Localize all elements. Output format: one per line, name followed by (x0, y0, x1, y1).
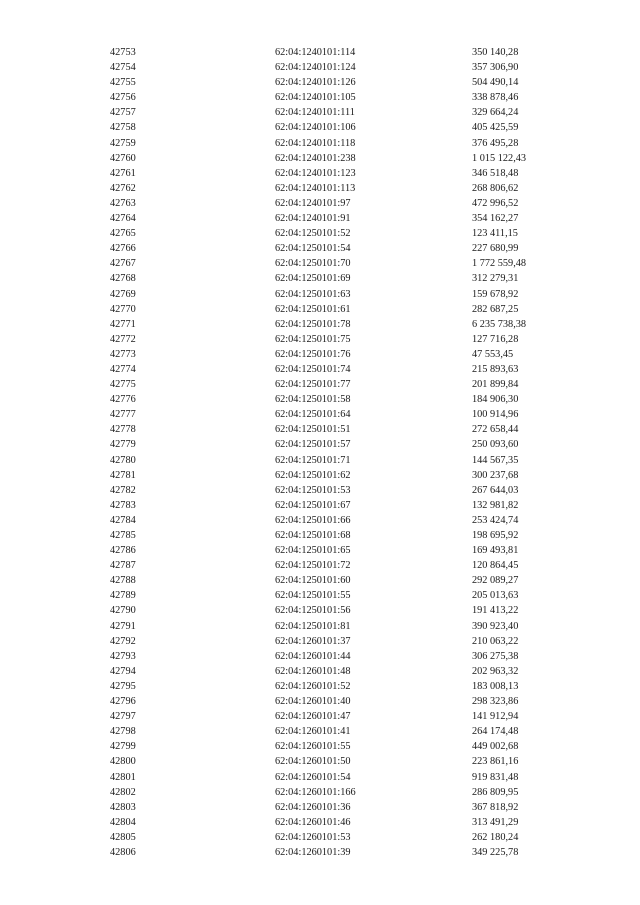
row-number: 42785 (110, 530, 136, 541)
table-row (0, 709, 640, 724)
cadastral-number: 62:04:1250101:76 (275, 348, 351, 360)
table-row (0, 634, 640, 649)
cadastral-number: 62:04:1250101:57 (275, 439, 351, 451)
cadastral-value: 300 237,68 (472, 469, 519, 481)
cadastral-number: 62:04:1250101:53 (275, 484, 351, 496)
row-number: 42773 (110, 348, 136, 360)
table-row (0, 800, 640, 815)
table-row (0, 332, 640, 347)
cadastral-value: 215 893,63 (472, 363, 519, 375)
cadastral-number: 62:04:1250101:71 (275, 454, 351, 466)
table-row (0, 407, 640, 422)
row-number: 42793 (110, 650, 136, 662)
table-row (0, 45, 640, 60)
cadastral-number: 62:04:1240101:97 (275, 197, 351, 209)
row-number: 42802 (110, 786, 136, 798)
row-number: 42755 (110, 77, 136, 89)
row-number: 42770 (110, 303, 136, 315)
cadastral-number: 62:04:1250101:74 (275, 363, 351, 375)
cadastral-number: 62:04:1250101:60 (275, 575, 351, 587)
cadastral-number: 62:04:1250101:51 (275, 424, 351, 436)
cadastral-number: 62:04:1260101:36 (275, 801, 351, 813)
cadastral-value: 100 914,96 (472, 409, 519, 421)
row-number: 42754 (110, 62, 136, 74)
table-row (0, 603, 640, 618)
table-row (0, 649, 640, 664)
row-number: 42790 (110, 605, 136, 617)
row-number: 42787 (110, 560, 136, 572)
cadastral-number: 62:04:1250101:54 (275, 243, 351, 255)
row-number: 42800 (110, 756, 136, 768)
cadastral-number: 62:04:1240101:91 (275, 213, 351, 225)
row-number: 42794 (110, 665, 136, 677)
cadastral-value: 292 089,27 (472, 575, 519, 587)
cadastral-number: 62:04:1250101:75 (275, 333, 351, 345)
table-row (0, 392, 640, 407)
cadastral-value: 262 180,24 (472, 831, 519, 843)
cadastral-number: 62:04:1250101:64 (275, 409, 351, 421)
row-number: 42761 (110, 167, 136, 179)
table-row (0, 151, 640, 166)
cadastral-number: 62:04:1240101:126 (275, 77, 356, 89)
row-number: 42757 (110, 107, 136, 119)
cadastral-value: 127 716,28 (472, 333, 519, 345)
table-row (0, 468, 640, 483)
table-row (0, 166, 640, 181)
cadastral-value: 349 225,78 (472, 846, 519, 858)
table-row (0, 573, 640, 588)
row-number: 42783 (110, 499, 136, 511)
table-row (0, 377, 640, 392)
cadastral-number: 62:04:1240101:124 (275, 62, 356, 74)
cadastral-value: 183 008,13 (472, 680, 519, 692)
row-number: 42762 (110, 182, 136, 194)
cadastral-value: 449 002,68 (472, 741, 519, 753)
table-row (0, 75, 640, 90)
row-number: 42768 (110, 273, 136, 285)
cadastral-number: 62:04:1260101:53 (275, 831, 351, 843)
row-number: 42801 (110, 771, 136, 783)
cadastral-value: 144 567,35 (472, 454, 519, 466)
cadastral-value: 268 806,62 (472, 182, 519, 194)
table-row (0, 347, 640, 362)
cadastral-number: 62:04:1260101:54 (275, 771, 351, 783)
cadastral-number: 62:04:1250101:67 (275, 499, 351, 511)
table-row (0, 422, 640, 437)
cadastral-value: 306 275,38 (472, 650, 519, 662)
cadastral-number: 62:04:1240101:105 (275, 92, 356, 104)
cadastral-number: 62:04:1260101:48 (275, 665, 351, 677)
row-number: 42759 (110, 137, 136, 149)
cadastral-value: 250 093,60 (472, 439, 519, 451)
row-number: 42781 (110, 469, 136, 481)
row-number: 42772 (110, 333, 136, 345)
table-row (0, 317, 640, 332)
cadastral-value: 272 658,44 (472, 424, 519, 436)
row-number: 42805 (110, 831, 136, 843)
cadastral-value: 159 678,92 (472, 288, 519, 300)
table-row (0, 302, 640, 317)
cadastral-number: 62:04:1250101:81 (275, 620, 351, 632)
cadastral-value: 367 818,92 (472, 801, 519, 813)
table-row (0, 815, 640, 830)
cadastral-value: 169 493,81 (472, 545, 519, 557)
table-row (0, 588, 640, 603)
table-row (0, 679, 640, 694)
table-row (0, 60, 640, 75)
cadastral-number: 62:04:1260101:50 (275, 756, 351, 768)
cadastral-number: 62:04:1250101:52 (275, 228, 351, 240)
cadastral-number: 62:04:1250101:61 (275, 303, 351, 315)
row-number: 42764 (110, 213, 136, 225)
cadastral-value: 357 306,90 (472, 62, 519, 74)
cadastral-number: 62:04:1240101:238 (275, 152, 356, 164)
table-row (0, 181, 640, 196)
cadastral-number: 62:04:1260101:39 (275, 846, 351, 858)
table-row (0, 271, 640, 286)
cadastral-value: 312 279,31 (472, 273, 519, 285)
cadastral-number: 62:04:1260101:41 (275, 726, 351, 738)
table-row (0, 513, 640, 528)
row-number: 42753 (110, 47, 136, 58)
table-row (0, 739, 640, 754)
cadastral-value: 227 680,99 (472, 243, 519, 255)
cadastral-value: 504 490,14 (472, 77, 519, 89)
cadastral-number: 62:04:1250101:69 (275, 273, 351, 285)
table-row (0, 136, 640, 151)
cadastral-value: 472 996,52 (472, 197, 519, 209)
table-row (0, 256, 640, 271)
row-number: 42782 (110, 484, 136, 496)
cadastral-number: 62:04:1240101:113 (275, 182, 356, 194)
cadastral-value: 390 923,40 (472, 620, 519, 632)
row-number: 42797 (110, 711, 136, 723)
cadastral-number: 62:04:1260101:40 (275, 696, 351, 708)
table-row (0, 90, 640, 105)
cadastral-number: 62:04:1240101:114 (275, 47, 356, 58)
cadastral-value: 346 518,48 (472, 167, 519, 179)
row-number: 42780 (110, 454, 136, 466)
cadastral-value: 47 553,45 (472, 348, 514, 360)
cadastral-number: 62:04:1250101:66 (275, 514, 351, 526)
cadastral-value: 282 687,25 (472, 303, 519, 315)
cadastral-number: 62:04:1240101:118 (275, 137, 356, 149)
row-number: 42766 (110, 243, 136, 255)
cadastral-number: 62:04:1250101:63 (275, 288, 351, 300)
table-row (0, 845, 640, 860)
cadastral-number: 62:04:1250101:78 (275, 318, 351, 330)
row-number: 42774 (110, 363, 136, 375)
row-number: 42795 (110, 680, 136, 692)
row-number: 42799 (110, 741, 136, 753)
row-number: 42788 (110, 575, 136, 587)
cadastral-number: 62:04:1250101:56 (275, 605, 351, 617)
cadastral-number: 62:04:1250101:65 (275, 545, 351, 557)
cadastral-number: 62:04:1260101:52 (275, 680, 351, 692)
cadastral-value: 253 424,74 (472, 514, 519, 526)
cadastral-number: 62:04:1250101:55 (275, 590, 351, 602)
cadastral-value: 354 162,27 (472, 213, 519, 225)
cadastral-number: 62:04:1240101:123 (275, 167, 356, 179)
cadastral-value: 376 495,28 (472, 137, 519, 149)
row-number: 42803 (110, 801, 136, 813)
cadastral-number: 62:04:1260101:55 (275, 741, 351, 753)
row-number: 42767 (110, 258, 136, 270)
row-number: 42756 (110, 92, 136, 104)
row-number: 42784 (110, 514, 136, 526)
cadastral-value: 191 413,22 (472, 605, 519, 617)
row-number: 42786 (110, 545, 136, 557)
row-number: 42804 (110, 816, 136, 828)
row-number: 42779 (110, 439, 136, 451)
cadastral-value: 6 235 738,38 (472, 318, 527, 330)
table-row (0, 437, 640, 452)
row-number: 42763 (110, 197, 136, 209)
cadastral-value: 205 013,63 (472, 590, 519, 602)
table-row (0, 830, 640, 845)
cadastral-value: 313 491,29 (472, 816, 519, 828)
cadastral-number: 62:04:1250101:68 (275, 530, 351, 541)
table-row (0, 498, 640, 513)
row-number: 42776 (110, 394, 136, 406)
cadastral-number: 62:04:1260101:47 (275, 711, 351, 723)
cadastral-value: 286 809,95 (472, 786, 519, 798)
table-row (0, 226, 640, 241)
cadastral-value: 298 323,86 (472, 696, 519, 708)
table-row (0, 241, 640, 256)
cadastral-number: 62:04:1260101:166 (275, 786, 356, 798)
cadastral-value: 1 772 559,48 (472, 258, 527, 270)
table-row (0, 105, 640, 120)
table-row (0, 120, 640, 135)
cadastral-value: 184 906,30 (472, 394, 519, 406)
cadastral-value: 338 878,46 (472, 92, 519, 104)
cadastral-value: 123 411,15 (472, 228, 518, 240)
cadastral-number: 62:04:1250101:62 (275, 469, 351, 481)
table-row (0, 724, 640, 739)
row-number: 42778 (110, 424, 136, 436)
cadastral-value: 267 644,03 (472, 484, 519, 496)
cadastral-value: 405 425,59 (472, 122, 519, 134)
table-row (0, 453, 640, 468)
row-number: 42765 (110, 228, 136, 240)
cadastral-value: 329 664,24 (472, 107, 519, 119)
row-number: 42758 (110, 122, 136, 134)
cadastral-value: 210 063,22 (472, 635, 519, 647)
row-number: 42791 (110, 620, 136, 632)
table-row (0, 619, 640, 634)
cadastral-value: 350 140,28 (472, 47, 519, 58)
row-number: 42769 (110, 288, 136, 300)
cadastral-number: 62:04:1250101:70 (275, 258, 351, 270)
table-row (0, 362, 640, 377)
row-number: 42777 (110, 409, 136, 421)
cadastral-value: 132 981,82 (472, 499, 519, 511)
cadastral-number: 62:04:1250101:77 (275, 379, 351, 391)
table-row (0, 694, 640, 709)
cadastral-number: 62:04:1240101:111 (275, 107, 355, 119)
cadastral-number: 62:04:1250101:72 (275, 560, 351, 572)
cadastral-value: 223 861,16 (472, 756, 519, 768)
cadastral-value: 1 015 122,43 (472, 152, 527, 164)
table-row (0, 664, 640, 679)
document-table (0, 45, 640, 860)
row-number: 42760 (110, 152, 136, 164)
row-number: 42796 (110, 696, 136, 708)
table-row (0, 785, 640, 800)
cadastral-value: 264 174,48 (472, 726, 519, 738)
table-row (0, 558, 640, 573)
table-row (0, 528, 640, 543)
table-row (0, 543, 640, 558)
row-number: 42771 (110, 318, 136, 330)
cadastral-value: 202 963,32 (472, 665, 519, 677)
cadastral-value: 120 864,45 (472, 560, 519, 572)
table-row (0, 483, 640, 498)
cadastral-number: 62:04:1260101:46 (275, 816, 351, 828)
row-number: 42792 (110, 635, 136, 647)
table-row (0, 196, 640, 211)
row-number: 42798 (110, 726, 136, 738)
cadastral-number: 62:04:1260101:37 (275, 635, 351, 647)
cadastral-value: 198 695,92 (472, 530, 519, 541)
cadastral-value: 919 831,48 (472, 771, 519, 783)
row-number: 42775 (110, 379, 136, 391)
table-row (0, 770, 640, 785)
cadastral-value: 201 899,84 (472, 379, 519, 391)
cadastral-number: 62:04:1240101:106 (275, 122, 356, 134)
cadastral-value: 141 912,94 (472, 711, 519, 723)
cadastral-number: 62:04:1260101:44 (275, 650, 351, 662)
cadastral-number: 62:04:1250101:58 (275, 394, 351, 406)
row-number: 42806 (110, 846, 136, 858)
row-number: 42789 (110, 590, 136, 602)
table-row (0, 211, 640, 226)
table-row (0, 754, 640, 769)
table-row (0, 287, 640, 302)
